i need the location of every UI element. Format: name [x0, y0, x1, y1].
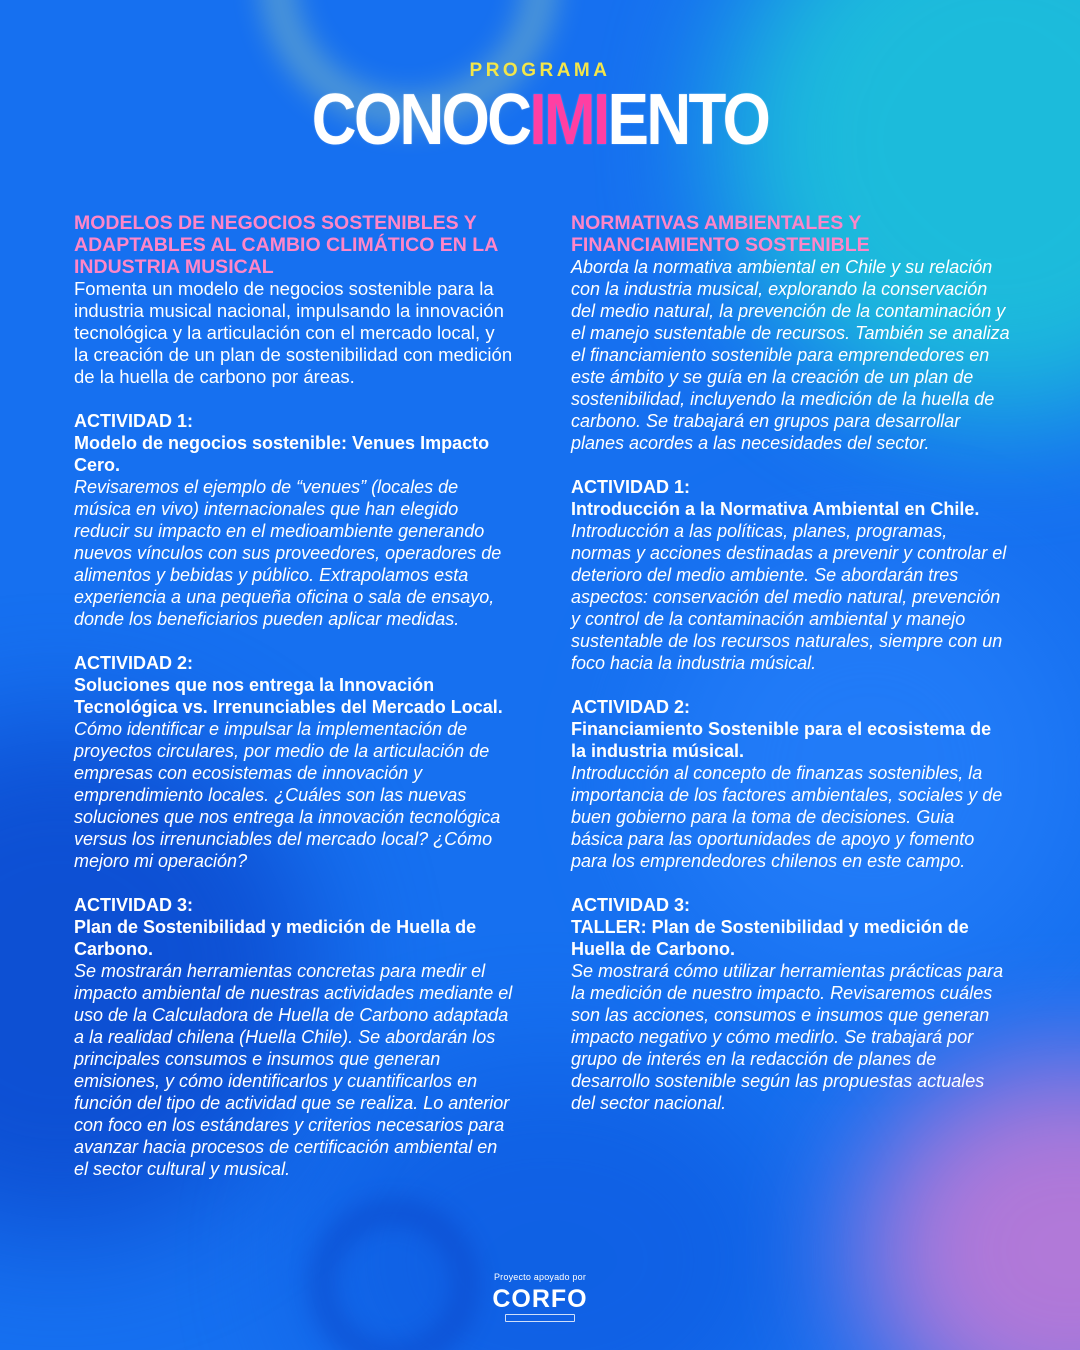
sponsor-footer	[0, 1272, 1080, 1322]
activity-heading: ACTIVIDAD 2:	[74, 653, 194, 673]
left-section-intro: Fomenta un modelo de negocios sostenible para la industria musical nacional, impulsando la innovación tecnológica y la articulación con el mercado local, y la creación de un plan de sostenibilidad con medición de la huella de carbono por áreas.	[74, 278, 513, 387]
title-part-1: CONOC	[311, 80, 530, 160]
corfo-logo-bar	[505, 1314, 575, 1322]
activity-description: Introducción al concepto de finanzas sostenibles, la importancia de los factores ambientales, sociales y de buen gobierno para la toma de decisiones. Guia básica para las oportunidades de apoyo y fomento para los emprendedores chilenos en este campo.	[571, 763, 1003, 871]
activity-heading: ACTIVIDAD 1:	[571, 477, 691, 497]
program-logo-title	[76, 82, 1005, 158]
activity-description: Se mostrarán herramientas concretas para medir el impacto ambiental de nuestras actividades mediante el uso de la Calculadora de Huella de Carbono adaptada a la realidad chilena (Huella Chile). Se abordarán los principales consumos e insumos que generan emisiones, y cómo identificarlos y cuantificarlos en función del tipo de actividad que se realiza. Lo anterior con foco en los estándares y criterios necesarios para avanzar hacia procesos de certificación ambiental en el sector cultural y musical.	[74, 961, 513, 1179]
title-part-3: ENTO	[607, 80, 769, 160]
activity-description: Revisaremos el ejemplo de “venues” (locales de música en vivo) internacionales que han elegido reducir su impacto en el medioambiente generando nuevos vínculos con sus proveedores, operadores de alimentos y bebidas y público. Extrapolamos esta experiencia a una pequeña oficina o sala de ensayo, donde los beneficiarios pueden aplicar medidas.	[74, 477, 502, 629]
left-activity-3	[74, 894, 514, 1180]
right-activity-2	[571, 696, 1011, 872]
left-activity-1	[74, 410, 514, 630]
activity-heading: ACTIVIDAD 1:	[74, 411, 194, 431]
activity-heading: ACTIVIDAD 3:	[571, 895, 691, 915]
activity-subtitle: TALLER: Plan de Sostenibilidad y medición de Huella de Carbono.	[571, 917, 969, 959]
right-activity-3	[571, 894, 1011, 1114]
activity-subtitle: Financiamiento Sostenible para el ecosistema de la industria músical.	[571, 719, 992, 761]
supported-by-label: Proyecto apoyado por	[493, 1272, 587, 1282]
activity-description: Introducción a las políticas, planes, programas, normas y acciones destinadas a prevenir y controlar el deterioro del medio ambiente. Se abordarán tres aspectos: conservación del medio natural, prevención y control de la contaminación ambiental y manejo sustentable de los recursos naturales, siempre con un foco hacia la industria músical.	[571, 521, 1007, 673]
program-header	[0, 60, 1080, 158]
right-activity-1	[571, 476, 1011, 674]
activity-subtitle: Plan de Sostenibilidad y medición de Huella de Carbono.	[74, 917, 477, 959]
right-section-title: NORMATIVAS AMBIENTALES Y FINANCIAMIENTO SOSTENIBLE	[571, 212, 870, 256]
activity-heading: ACTIVIDAD 3:	[74, 895, 194, 915]
left-section-title: MODELOS DE NEGOCIOS SOSTENIBLES Y ADAPTABLES AL CAMBIO CLIMÁTICO EN LA INDUSTRIA MUSICAL	[74, 212, 498, 278]
left-activity-2	[74, 652, 514, 872]
corfo-logo: CORFO	[492, 1285, 588, 1313]
activity-heading: ACTIVIDAD 2:	[571, 697, 691, 717]
activity-subtitle: Modelo de negocios sostenible: Venues Impacto Cero.	[74, 433, 490, 475]
activity-subtitle: Introducción a la Normativa Ambiental en Chile.	[571, 499, 980, 519]
right-column	[571, 212, 1011, 1114]
activity-subtitle: Soluciones que nos entrega la Innovación Tecnológica vs. Irrenunciables del Mercado Local.	[74, 675, 503, 717]
title-part-2: IMI	[529, 80, 608, 160]
program-label: PROGRAMA	[469, 60, 611, 81]
right-section-intro: Aborda la normativa ambiental en Chile y su relación con la industria musical, explorando la conservación del medio natural, la prevención de la contaminación y el manejo sustentable de recursos. También se analiza el financiamiento sostenible para emprendedores en este ámbito y se guía en la creación de un plan de sostenibilidad, incluyendo la medición de la huella de carbono. Se trabajará en grupos para desarrollar planes acordes a las necesidades del sector.	[571, 257, 1010, 453]
left-column	[74, 212, 514, 1180]
activity-description: Se mostrará cómo utilizar herramientas prácticas para la medición de nuestro impacto. Revisaremos cuáles son las acciones, consumos e insumos que generan impacto negativo y cómo medirlo. Se trabajará por grupo de interés en la redacción de planes de desarrollo sostenible según las propuestas actuales del sector nacional.	[571, 961, 1004, 1113]
activity-description: Cómo identificar e impulsar la implementación de proyectos circulares, por medio de la articulación de empresas con ecosistemas de innovación y emprendimiento locales. ¿Cuáles son las nuevas soluciones que nos entrega la innovación tecnológica versus los irrenunciables del mercado local? ¿Cómo mejoro mi operación?	[74, 719, 501, 871]
